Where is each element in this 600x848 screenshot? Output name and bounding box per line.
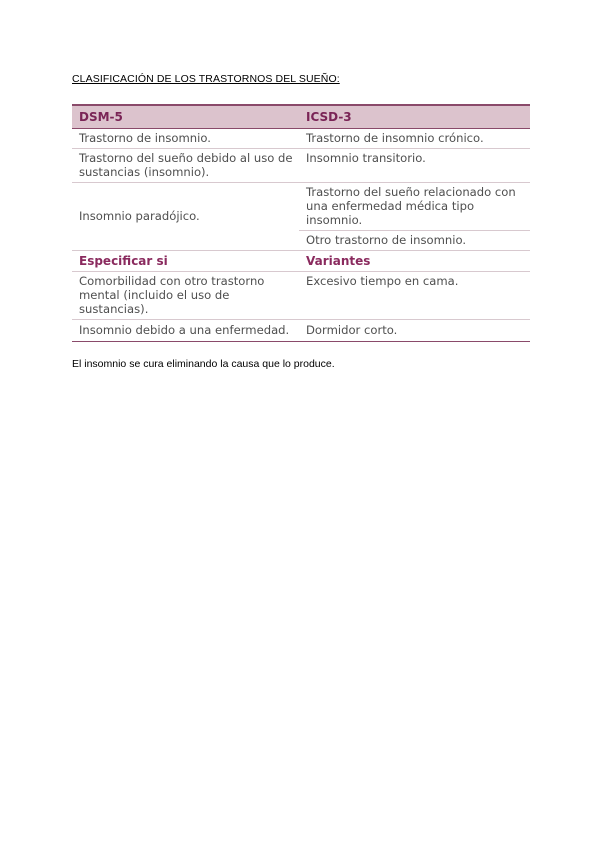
table-cell: Excesivo tiempo en cama. — [299, 272, 530, 320]
table-cell-part: Trastorno del sueño relacionado con una enfermedad médica tipo insomnio. — [299, 183, 530, 231]
table-cell: Dormidor corto. — [299, 320, 530, 342]
sleep-disorders-table — [72, 104, 530, 342]
table-row — [72, 183, 530, 251]
header-dsm5: DSM-5 — [72, 105, 299, 129]
table-row — [72, 320, 530, 342]
subheader-especificar: Especificar si — [72, 251, 299, 272]
table-header-row — [72, 105, 530, 129]
table-subheader-row — [72, 251, 530, 272]
table-cell: Trastorno de insomnio crónico. — [299, 129, 530, 149]
table-cell: Insomnio paradójico. — [72, 183, 299, 251]
document-heading: CLASIFICACIÓN DE LOS TRASTORNOS DEL SUEÑO: — [72, 73, 340, 85]
table-cell: Insomnio transitorio. — [299, 149, 530, 183]
table-cell-part: Otro trastorno de insomnio. — [306, 233, 467, 247]
table-row — [72, 149, 530, 183]
header-icsd3: ICSD-3 — [299, 105, 530, 129]
table-row — [72, 272, 530, 320]
body-paragraph: El insomnio se cura eliminando la causa que lo produce. — [72, 358, 335, 370]
table-row — [72, 129, 530, 149]
table-cell: Trastorno del sueño debido al uso de sustancias (insomnio). — [72, 149, 299, 183]
table-cell: Insomnio debido a una enfermedad. — [72, 320, 299, 342]
table-cell: Trastorno de insomnio. — [72, 129, 299, 149]
table-cell-split — [299, 183, 530, 251]
subheader-variantes: Variantes — [299, 251, 530, 272]
table-cell: Comorbilidad con otro trastorno mental (incluido el uso de sustancias). — [72, 272, 299, 320]
